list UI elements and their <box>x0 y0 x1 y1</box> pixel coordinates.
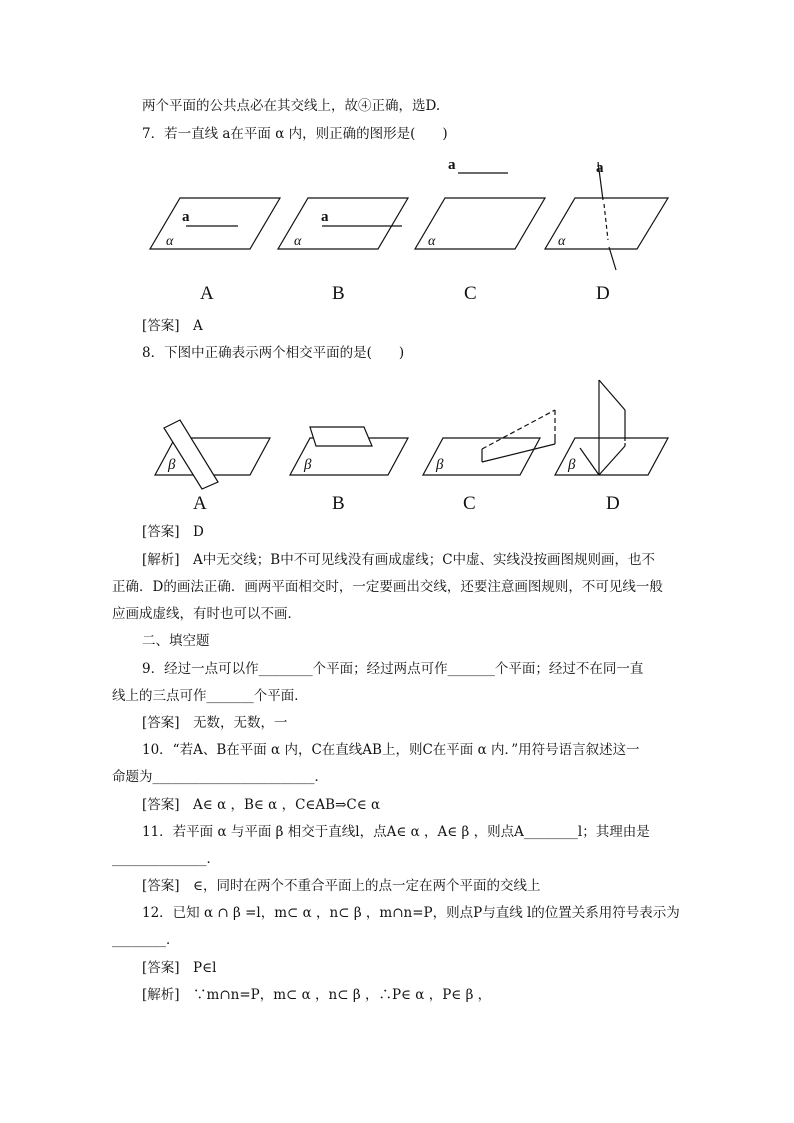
plane-8c-dashed-1 <box>482 410 555 449</box>
choice-8c: C <box>463 493 476 514</box>
question-11-2: ______________． <box>112 851 220 867</box>
answer-8: [答案] D <box>142 524 204 540</box>
plane-8a-tilted <box>164 420 218 489</box>
line-a-7d-hidden <box>604 204 608 240</box>
beta-label-8b: β <box>304 457 312 473</box>
choice-8a: A <box>193 493 207 514</box>
choice-8d: D <box>606 493 620 514</box>
answer-11: [答案] ∈，同时在两个不重合平面上的点一定在两个平面的交线上 <box>142 878 541 894</box>
a-label-7d: a <box>596 160 604 176</box>
choice-7d: D <box>596 283 610 304</box>
answer-10: [答案] A∈ α ，B∈ α ，C∈AB⇒C∈ α <box>142 797 381 813</box>
beta-label-8a: β <box>168 457 176 473</box>
alpha-label-7c: α <box>428 234 436 249</box>
question-12-2: ________． <box>112 932 180 948</box>
a-label-7a: a <box>182 209 190 225</box>
beta-label-8d: β <box>568 457 576 473</box>
line-a-7d-bottom <box>609 247 616 270</box>
plane-8d-intersection <box>599 446 625 475</box>
section-heading: 二、填空题 <box>142 633 210 649</box>
question-11-1: 11．若平面 α 与平面 β 相交于直线l，点A∈ α ，A∈ β ，则点A________l；其理由是 <box>142 824 650 840</box>
plane-8c-edge-2 <box>482 444 555 462</box>
question-9-2: 线上的三点可作_______个平面． <box>112 688 308 704</box>
choice-7c: C <box>464 283 477 304</box>
choice-8b: B <box>332 493 345 514</box>
a-label-7c: a <box>448 157 456 173</box>
question-10-2: 命题为________________________． <box>112 769 328 785</box>
question-8: 8．下图中正确表示两个相交平面的是( ) <box>142 345 405 361</box>
alpha-label-7b: α <box>294 234 302 249</box>
answer-12: [答案] P∈l <box>142 960 217 976</box>
a-label-7b: a <box>321 209 329 225</box>
choice-7b: B <box>332 283 345 304</box>
beta-label-8c: β <box>436 457 444 473</box>
question-10-1: 10．“若A、B在平面 α 内，C在直线AB上，则C在平面 α 内．”用符号语言叙述这一 <box>142 742 640 758</box>
figure-7 <box>140 152 680 312</box>
alpha-label-7a: α <box>166 234 174 249</box>
alpha-label-7d: α <box>558 234 566 249</box>
analysis-12: [解析] ∵m∩n=P，m⊂ α ，n⊂ β ，∴P∈ α ，P∈ β ， <box>142 987 492 1003</box>
figure-8 <box>140 372 680 517</box>
choice-7a: A <box>200 283 214 304</box>
answer-9: [答案] 无数，无数，一 <box>142 715 288 731</box>
plane-8d-base <box>580 448 599 475</box>
answer-7: [答案] A <box>142 318 203 334</box>
plane-8d-vertical-top <box>599 380 625 410</box>
analysis-8-3: 应画成虚线，有时也可以不画． <box>112 606 301 622</box>
question-12-1: 12．已知 α ∩ β =l，m⊂ α ，n⊂ β ，m∩n=P，则点P与直线 l的位置关系用符号表示为 <box>142 905 680 921</box>
plane-8b-tilted <box>310 427 372 446</box>
analysis-8-1: [解析] A中无交线；B中不可见线没有画成虚线；C中虚、实线没按画图规则画，也不 <box>142 552 656 568</box>
text-line-1: 两个平面的公共点必在其交线上，故④正确，选D. <box>142 98 441 114</box>
question-7: 7．若一直线 a在平面 α 内，则正确的图形是( ) <box>142 126 448 142</box>
question-9-1: 9．经过一点可以作________个平面；经过两点可作_______个平面；经过不在同一直 <box>142 661 644 677</box>
analysis-8-2: 正确．D的画法正确．画两平面相交时，一定要画出交线，还要注意画图规则，不可见线一般 <box>112 579 663 595</box>
